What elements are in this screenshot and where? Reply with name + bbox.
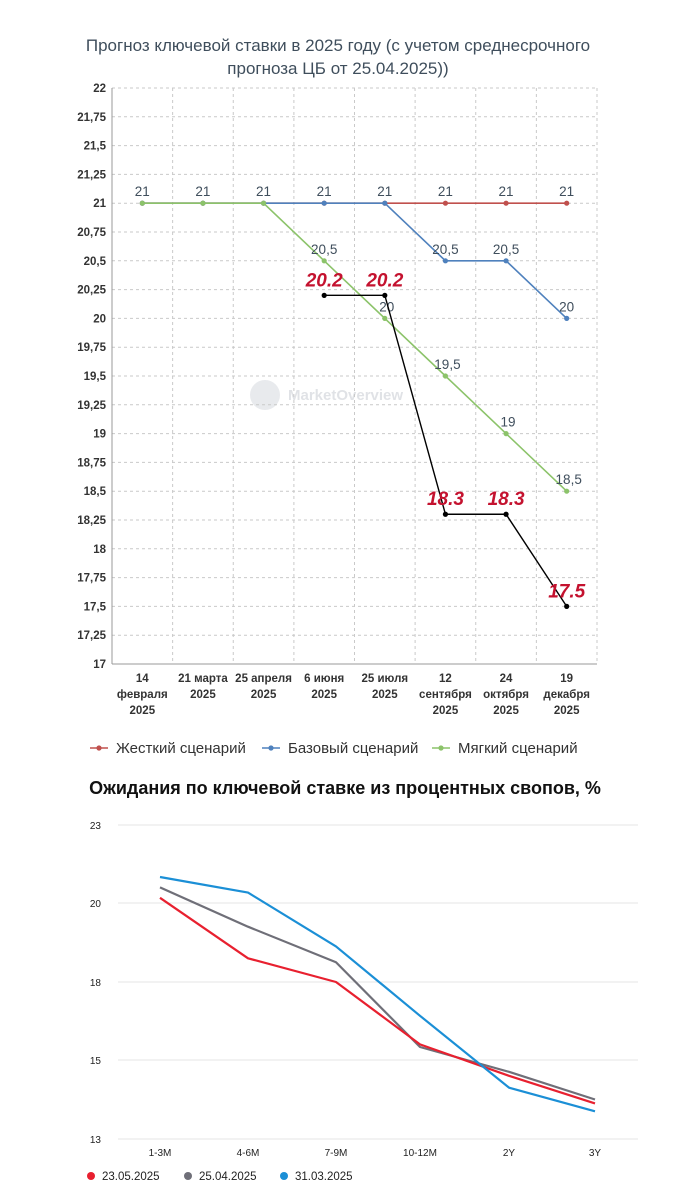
swap-expectations-chart — [87, 778, 638, 1183]
data-label: 19 — [500, 414, 516, 430]
data-label: 19,5 — [434, 357, 461, 372]
y-tick-label: 20 — [93, 313, 106, 326]
x-tick-label: февраля — [116, 689, 168, 701]
x-tick-label: 2025 — [553, 705, 580, 717]
x-tick-label: декабря — [543, 689, 590, 701]
chart2-y-axis — [90, 821, 102, 1146]
legend-label: 23.05.2025 — [102, 1171, 160, 1183]
x-tick-label: 21 марта — [178, 673, 228, 685]
chart1-y-axis — [77, 83, 106, 671]
forecast-annotation: 20.2 — [366, 270, 404, 292]
chart2-series — [160, 877, 595, 1111]
y-tick-label: 21 — [93, 198, 106, 211]
chart1-grid — [112, 88, 597, 664]
legend-marker-icon — [268, 745, 273, 750]
x-tick-label: 2025 — [311, 689, 337, 701]
x-tick-label: 19 — [560, 673, 574, 685]
forecast-annotation: 18.3 — [487, 489, 525, 511]
chart1-x-axis — [117, 673, 590, 717]
data-label: 20 — [379, 299, 395, 315]
y-tick-label: 13 — [89, 1135, 101, 1146]
y-tick-label: 21,5 — [83, 140, 106, 153]
x-tick-label: 10-12M — [403, 1148, 437, 1159]
series-point — [382, 201, 387, 206]
y-tick-label: 17,75 — [77, 572, 106, 585]
chart2-x-axis — [149, 1148, 602, 1159]
series-point — [443, 373, 448, 378]
x-tick-label: 2Y — [502, 1148, 516, 1159]
series-point — [564, 489, 569, 494]
y-tick-label: 19 — [93, 428, 106, 441]
data-label: 20,5 — [311, 241, 338, 257]
chart1-legend — [90, 740, 578, 757]
y-tick-label: 20,75 — [77, 227, 106, 239]
y-tick-label: 18,25 — [77, 515, 106, 527]
legend-label: Мягкий сценарий — [458, 740, 578, 757]
series-point — [322, 201, 327, 206]
data-label: 21 — [377, 184, 393, 200]
x-tick-label: 3Y — [588, 1148, 602, 1159]
data-label: 20,5 — [492, 241, 520, 257]
x-tick-label: 14 — [135, 673, 149, 685]
x-tick-label: 2025 — [432, 705, 459, 717]
x-tick-label: октября — [483, 689, 529, 701]
x-tick-label: 7-9M — [324, 1148, 348, 1159]
y-tick-label: 18,75 — [77, 457, 106, 470]
series-point — [382, 316, 387, 321]
legend-label: Базовый сценарий — [288, 740, 419, 757]
data-label: 18,5 — [555, 472, 582, 488]
forecast-point — [443, 512, 448, 517]
series-line-1 — [160, 887, 595, 1099]
forecast-point — [382, 293, 387, 298]
y-tick-label: 22 — [93, 83, 106, 95]
legend-marker-icon — [438, 745, 443, 750]
data-label: 21 — [559, 184, 575, 200]
y-tick-label: 17 — [93, 659, 106, 671]
y-tick-label: 15 — [89, 1056, 101, 1067]
series-point — [564, 201, 569, 206]
data-label: 21 — [195, 184, 211, 200]
data-label: 21 — [498, 184, 514, 200]
series-point — [564, 316, 569, 321]
x-tick-label: 4-6M — [236, 1148, 260, 1159]
y-tick-label: 20 — [89, 899, 101, 910]
legend-label: Жесткий сценарий — [116, 740, 246, 757]
y-tick-label: 20,25 — [77, 284, 106, 297]
data-label: 21 — [316, 184, 332, 200]
series-point — [261, 201, 266, 206]
y-tick-label: 18 — [93, 543, 106, 556]
data-label: 20,5 — [432, 241, 459, 257]
forecast-point — [503, 512, 508, 517]
series-point — [443, 201, 448, 206]
legend-dot-icon — [87, 1172, 95, 1180]
data-label: 20 — [559, 299, 575, 315]
y-tick-label: 20,5 — [83, 255, 106, 268]
y-tick-label: 19,5 — [83, 371, 106, 383]
chart2-title: Ожидания по ключевой ставке из процентных свопов, % — [89, 778, 601, 798]
chart1-series — [135, 184, 582, 494]
x-tick-label: 25 июля — [361, 673, 409, 685]
y-tick-label: 21,75 — [77, 111, 106, 124]
x-tick-label: 2025 — [190, 689, 216, 701]
legend-label: 31.03.2025 — [295, 1171, 353, 1183]
forecast-annotation: 20.2 — [305, 270, 343, 292]
series-point — [140, 201, 145, 206]
watermark — [250, 380, 403, 410]
forecast-point — [322, 293, 327, 298]
x-tick-label: 25 апреля — [235, 673, 292, 685]
legend-dot-icon — [184, 1172, 192, 1180]
series-point — [503, 431, 508, 436]
y-tick-label: 17,25 — [77, 630, 106, 643]
series-line-2 — [160, 877, 595, 1111]
x-tick-label: 24 — [499, 673, 513, 685]
forecast-annotation: 17.5 — [548, 581, 586, 603]
series-point — [503, 201, 508, 206]
legend-dot-icon — [280, 1172, 288, 1180]
x-tick-label: 2025 — [250, 689, 277, 701]
y-tick-label: 19,75 — [77, 342, 106, 355]
legend-marker-icon — [96, 745, 101, 750]
y-tick-label: 18,5 — [83, 486, 106, 499]
forecast-annotation: 18.3 — [426, 489, 464, 511]
watermark-logo-icon — [250, 380, 280, 410]
legend-label: 25.04.2025 — [199, 1171, 257, 1183]
x-tick-label: 6 июня — [304, 673, 345, 685]
x-tick-label: 2025 — [493, 705, 519, 717]
series-point — [200, 201, 205, 206]
chart1-title-line-1: Прогноз ключевой ставки в 2025 году (с учетом среднесрочного — [85, 36, 591, 55]
series-point — [503, 258, 508, 263]
x-tick-label: сентября — [419, 689, 472, 701]
data-label: 21 — [437, 184, 453, 200]
chart2-legend — [87, 1171, 353, 1183]
y-tick-label: 23 — [89, 821, 101, 832]
series-point — [443, 258, 448, 263]
x-tick-label: 2025 — [129, 705, 156, 717]
rate-forecast-chart — [77, 36, 597, 757]
y-tick-label: 17,5 — [83, 601, 106, 614]
y-tick-label: 21,25 — [77, 169, 106, 182]
forecast-line — [324, 295, 567, 606]
y-tick-label: 18 — [89, 978, 101, 989]
series-line-0 — [160, 898, 595, 1104]
x-tick-label: 12 — [439, 673, 452, 685]
data-label: 21 — [256, 184, 272, 200]
x-tick-label: 1-3M — [148, 1148, 172, 1159]
chart1-forecast-line — [305, 270, 586, 609]
x-tick-label: 2025 — [372, 689, 398, 701]
forecast-point — [564, 604, 569, 609]
data-label: 21 — [134, 184, 150, 200]
watermark-text: MarketOverview — [288, 387, 404, 404]
series-point — [322, 258, 327, 263]
y-tick-label: 19,25 — [77, 399, 106, 412]
chart1-title-line-2: прогноза ЦБ от 25.04.2025)) — [227, 59, 449, 78]
